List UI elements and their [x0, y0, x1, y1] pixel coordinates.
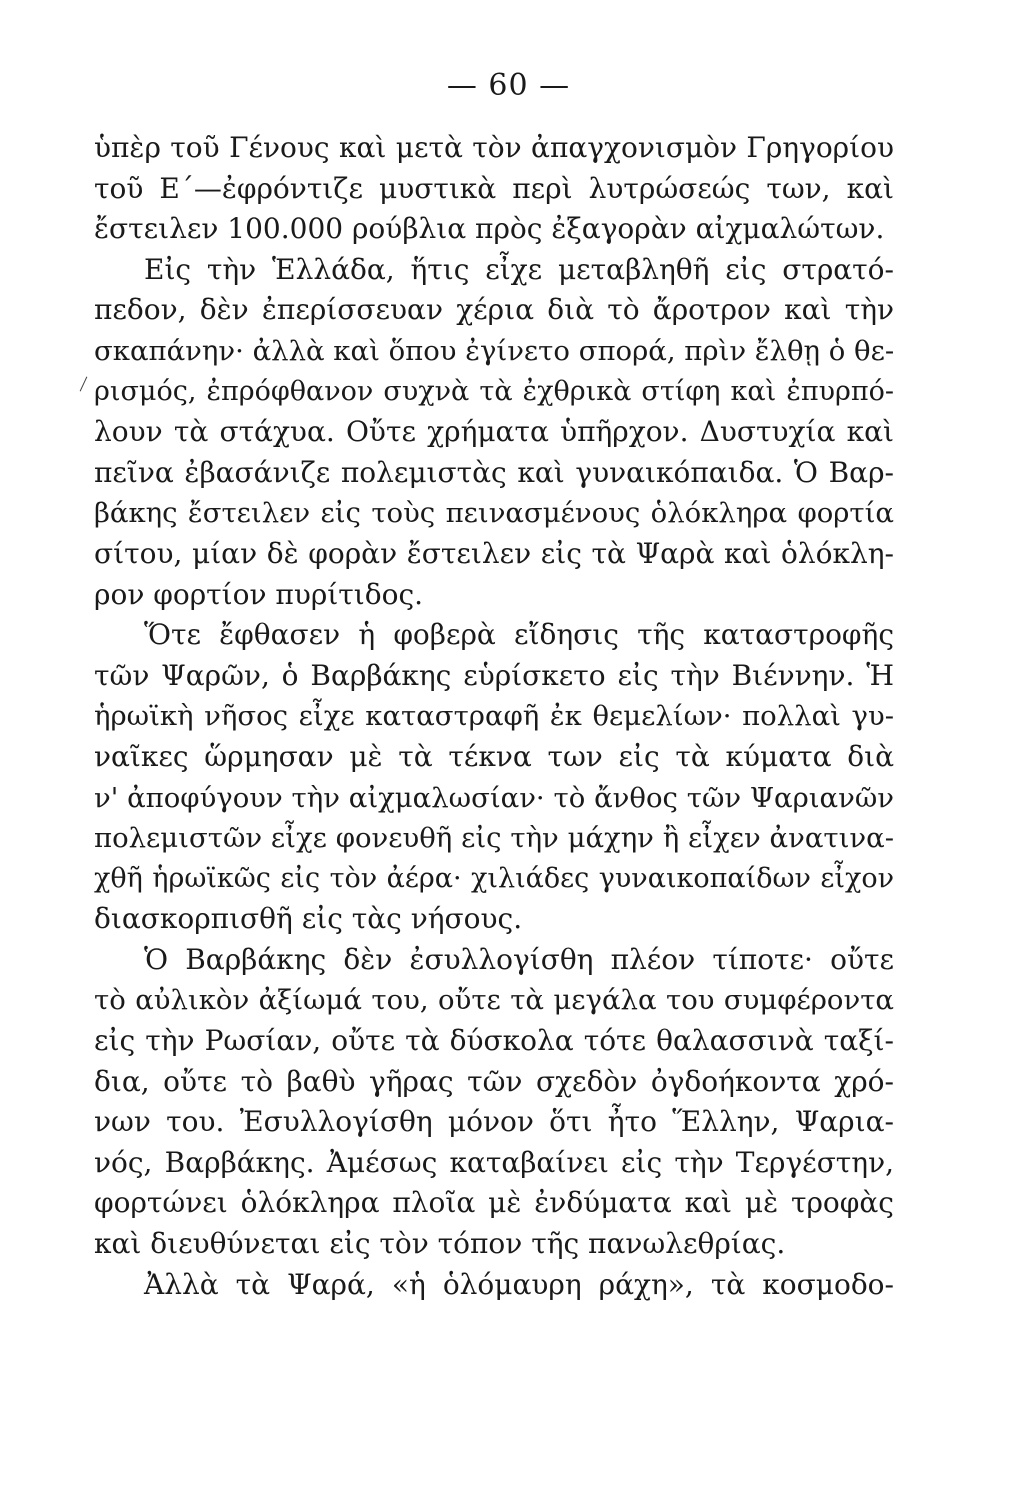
page-number: — 60 — — [446, 68, 571, 103]
text-line: ρισμός, ἐπρόφθανον συχνὰ τὰ ἐχθρικὰ στίφη καὶ ἐπυρπό- — [94, 375, 894, 407]
text-line: σκαπάνην· ἀλλὰ καὶ ὅπου ἐγίνετο σπορά, πρὶν ἔλθῃ ὁ θε- — [94, 334, 894, 367]
text-line: νός, Βαρβάκης. Ἀμέσως καταβαίνει εἰς τὴν Τεργέστην, — [94, 1145, 894, 1179]
text-line: εἰς τὴν Ρωσίαν, οὔτε τὰ δύσκολα τότε θαλασσινὰ ταξί- — [94, 1024, 894, 1058]
text-line: διασκορπισθῆ εἰς τὰς νήσους. — [94, 902, 523, 936]
text-line: πεῖνα ἐβασάνιζε πολεμιστὰς καὶ γυναικόπαιδα. Ὁ Βαρ- — [94, 455, 894, 489]
text-line: λουν τὰ στάχυα. Οὔτε χρήματα ὑπῆρχον. Δυστυχία καὶ — [94, 415, 894, 449]
text-line: ναῖκες ὥρμησαν μὲ τὰ τέκνα των εἰς τὰ κύματα διὰ — [94, 739, 894, 773]
text-line: φορτώνει ὁλόκληρα πλοῖα μὲ ἐνδύματα καὶ μὲ τροφὰς — [94, 1186, 894, 1220]
text-line: χθῆ ἡρωϊκῶς εἰς τὸν ἀέρα· χιλιάδες γυναικοπαίδων εἶχον — [94, 862, 894, 894]
text-line: ἡρωϊκὴ νῆσος εἶχε καταστραφῆ ἐκ θεμελίων· πολλαὶ γυ- — [94, 700, 894, 733]
text-line: ν' ἀποφύγουν τὴν αἰχμαλωσίαν· τὸ ἄνθος τῶν Ψαριανῶν — [94, 781, 894, 814]
text-line: ἔστειλεν 100.000 ρούβλια πρὸς ἐξαγορὰν αἰχμαλώτων. — [94, 212, 885, 246]
text-line: Ὅτε ἔφθασεν ἡ φοβερὰ εἴδησις τῆς καταστροφῆς — [144, 618, 894, 652]
text-line: δια, οὔτε τὸ βαθὺ γῆρας τῶν σχεδὸν ὀγδοήκοντα χρό- — [94, 1064, 894, 1098]
text-line: τὸ αὐλικὸν ἀξίωμά του, οὔτε τὰ μεγάλα του συμφέροντα — [94, 984, 894, 1017]
text-line: πολεμιστῶν εἶχε φονευθῆ εἰς τὴν μάχην ἢ εἶχεν ἀνατινα- — [94, 822, 894, 855]
margin-mark — [80, 377, 88, 392]
text-line: ὑπὲρ τοῦ Γένους καὶ μετὰ τὸν ἀπαγχονισμὸν Γρηγορίου — [94, 131, 894, 164]
text-line: νων του. Ἐσυλλογίσθη μόνον ὅτι ἦτο Ἕλλην, Ψαρια- — [94, 1105, 894, 1139]
body-text — [94, 128, 894, 1305]
text-line: βάκης ἔστειλεν εἰς τοὺς πεινασμένους ὁλόκληρα φορτία — [94, 497, 894, 530]
text-line: τοῦ Ε΄—ἐφρόντιζε μυστικὰ περὶ λυτρώσεώς των, καὶ — [94, 171, 894, 205]
text-line: σίτου, μίαν δὲ φορὰν ἔστειλεν εἰς τὰ Ψαρὰ καὶ ὁλόκλη- — [94, 536, 894, 570]
text-line: Ὁ Βαρβάκης δὲν ἐσυλλογίσθη πλέον τίποτε· οὔτε — [144, 942, 894, 976]
text-line: τῶν Ψαρῶν, ὁ Βαρβάκης εὑρίσκετο εἰς τὴν Βιέννην. Ἡ — [94, 658, 894, 692]
text-line: πεδον, δὲν ἐπερίσσευαν χέρια διὰ τὸ ἄροτρον καὶ τὴν — [94, 293, 894, 327]
text-line: ρον φορτίον πυρίτιδος. — [94, 577, 424, 611]
text-line: Ἀλλὰ τὰ Ψαρά, «ἡ ὁλόμαυρη ράχη», τὰ κοσμοδο- — [144, 1267, 894, 1301]
text-line: Εἰς τὴν Ἑλλάδα, ἥτις εἶχε μεταβληθῆ εἰς στρατό- — [144, 252, 894, 286]
text-line: καὶ διευθύνεται εἰς τὸν τόπον τῆς πανωλεθρίας. — [94, 1227, 786, 1261]
